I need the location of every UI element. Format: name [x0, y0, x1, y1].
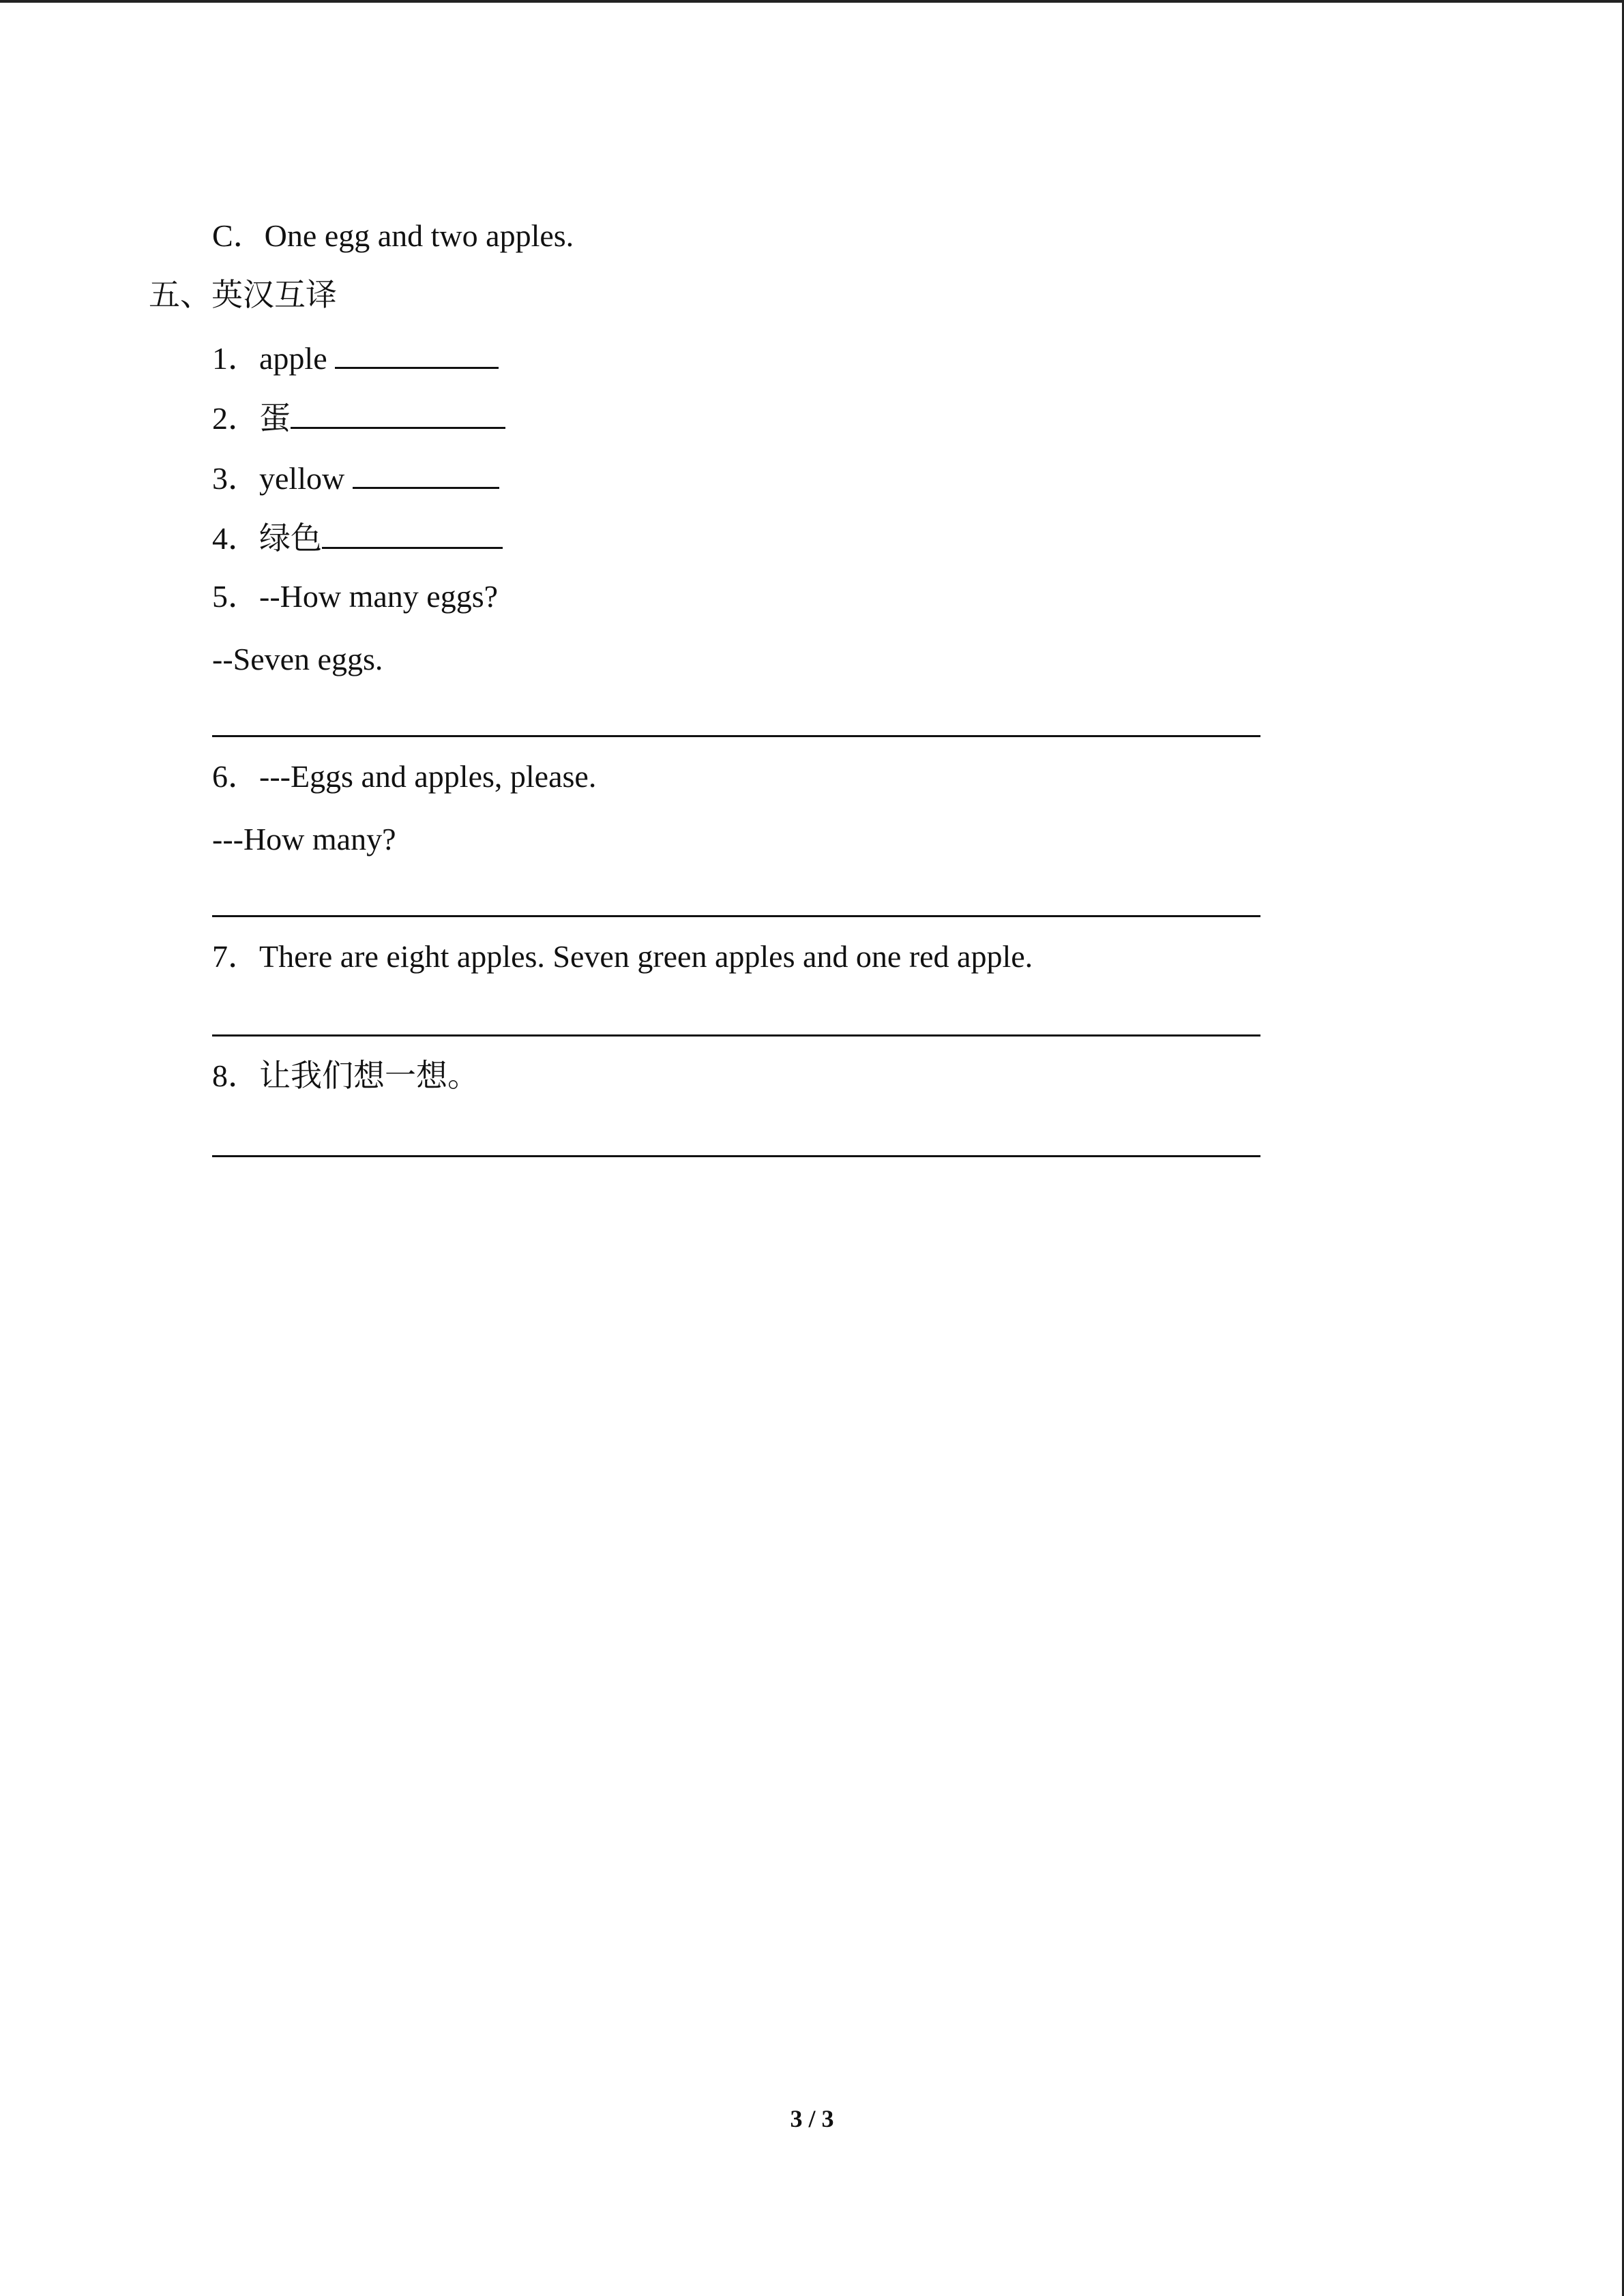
item-2 — [212, 400, 505, 434]
item-2-blank[interactable] — [291, 400, 505, 429]
item-7-answer-line[interactable] — [212, 1034, 1260, 1037]
item-4-blank[interactable] — [322, 520, 503, 549]
item-3 — [212, 460, 499, 494]
item-3-label: 3．yellow — [212, 461, 353, 496]
item-4-label: 4．绿色 — [212, 521, 322, 556]
item-1-label: 1．apple — [212, 341, 336, 376]
item-1-blank[interactable] — [335, 340, 499, 369]
page-number: 3 / 3 — [790, 2105, 834, 2132]
section-five-title: 五、英汉互译 — [149, 278, 337, 312]
item-8-answer-line[interactable] — [212, 1155, 1260, 1157]
option-c: C．One egg and two apples. — [212, 218, 574, 253]
page-top-border — [0, 0, 1624, 3]
item-7-sentence: 7．There are eight apples. Seven green apples and one red apple. — [212, 939, 1033, 974]
item-6-answer-line[interactable] — [212, 915, 1260, 917]
item-6-reply: ---How many? — [212, 822, 396, 856]
item-2-label: 2．蛋 — [212, 401, 291, 436]
item-6-question: 6．---Eggs and apples, please. — [212, 759, 597, 794]
item-5-answer-line[interactable] — [212, 735, 1260, 737]
item-1 — [212, 340, 499, 374]
item-5-reply: --Seven eggs. — [212, 642, 383, 676]
item-4 — [212, 520, 503, 554]
item-5-question: 5．--How many eggs? — [212, 579, 499, 614]
item-3-blank[interactable] — [353, 460, 499, 489]
item-8-sentence: 8．让我们想一想。 — [212, 1058, 479, 1093]
